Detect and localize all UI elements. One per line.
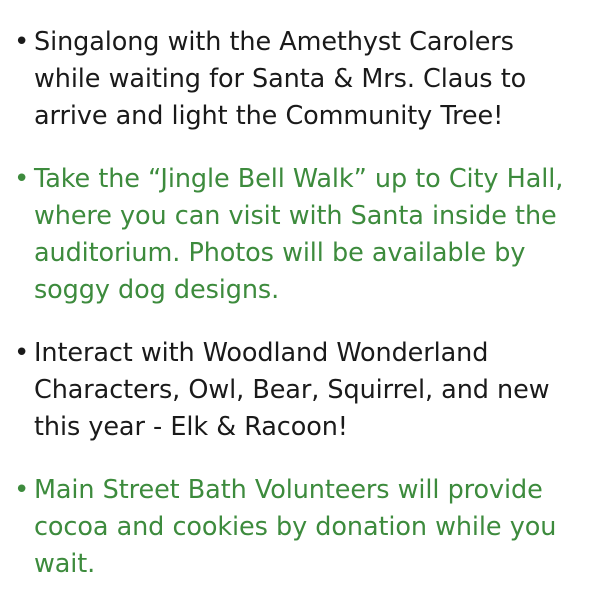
bullet-point-icon: •: [14, 338, 30, 368]
list-item: [14, 335, 578, 446]
list-item-text: Main Street Bath Volunteers will provide cocoa and cookies by donation while you wait.: [34, 475, 557, 579]
list-item-text: Take the “Jingle Bell Walk” up to City Hall, where you can visit with Santa inside the auditorium. Photos will be available by soggy dog designs.: [34, 164, 564, 305]
bullet-point-icon: •: [14, 164, 30, 194]
list-item: [14, 472, 578, 583]
list-item: [14, 161, 578, 309]
list-item-text: Interact with Woodland Wonderland Characters, Owl, Bear, Squirrel, and new this year - Elk & Racoon!: [34, 338, 550, 442]
bullet-point-icon: •: [14, 475, 30, 505]
list-item: [14, 24, 578, 135]
list-item-text: Singalong with the Amethyst Carolers while waiting for Santa & Mrs. Claus to arrive and light the Community Tree!: [34, 27, 527, 131]
event-bullet-list: [14, 24, 578, 583]
bullet-point-icon: •: [14, 27, 30, 57]
